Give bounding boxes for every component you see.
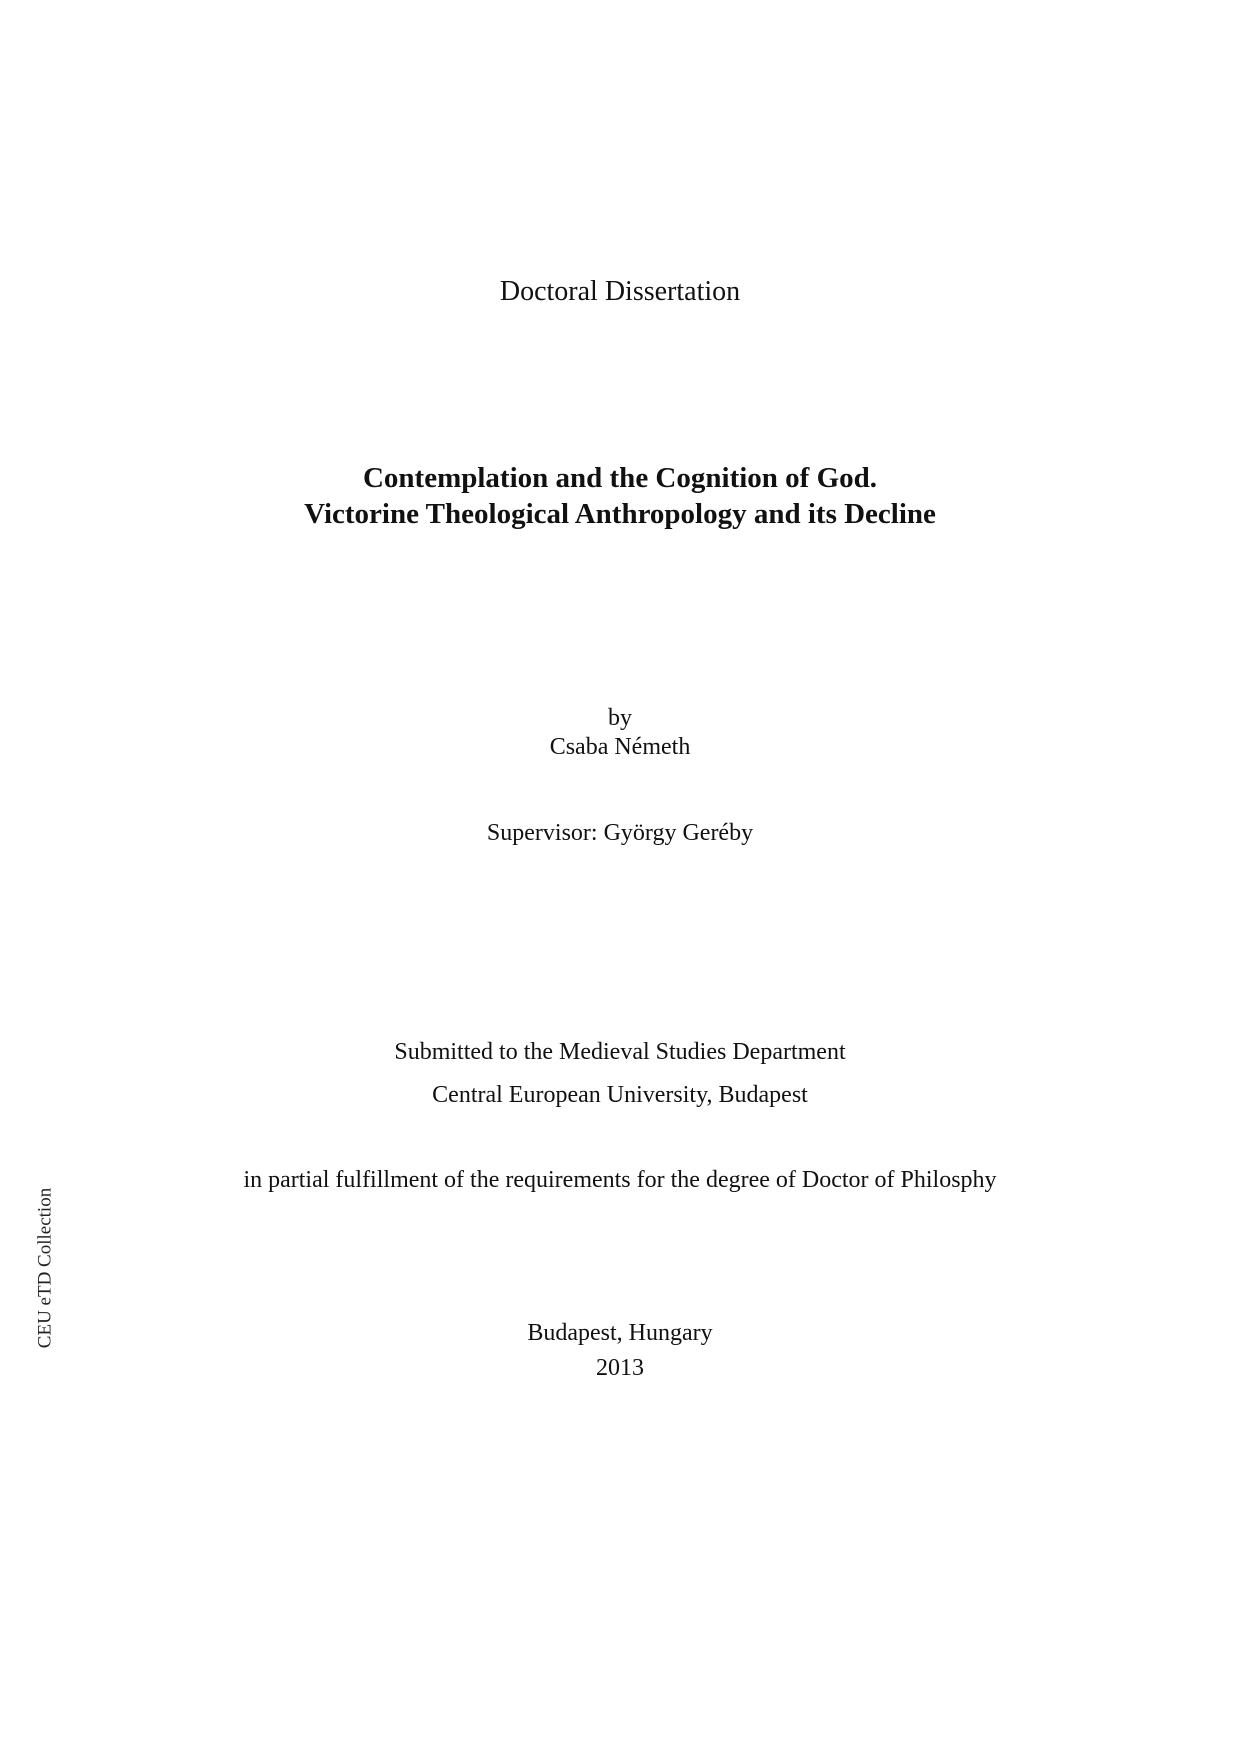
fulfillment-line: in partial fulfillment of the requirements for the degree of Doctor of Philosphy [243,1167,997,1193]
supervisor-line: Supervisor: György Geréby [486,820,754,846]
university-line: Central European University, Budapest [432,1082,808,1108]
title-line-2: Victorine Theological Anthropology and its Decline [304,498,936,530]
place-line: Budapest, Hungary [527,1320,713,1346]
watermark-text: CEU eTD Collection [34,1187,56,1349]
year-line: 2013 [596,1355,644,1381]
title-line-1: Contemplation and the Cognition of God. [362,462,877,494]
by-label: by [608,705,632,731]
document-type: Doctoral Dissertation [499,276,741,307]
author-name: Csaba Németh [549,734,691,760]
submitted-to-line: Submitted to the Medieval Studies Department [394,1039,846,1065]
